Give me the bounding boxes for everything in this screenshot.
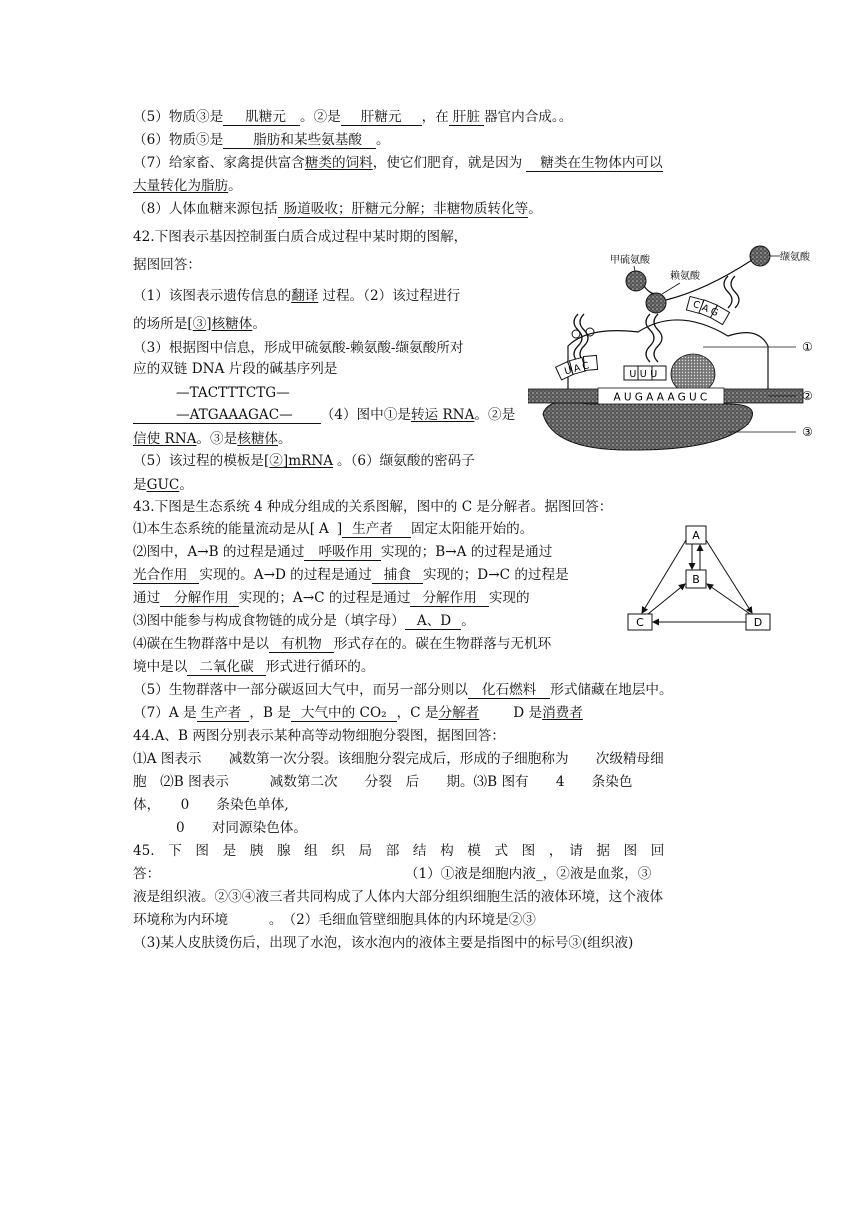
trna-2 bbox=[624, 293, 666, 380]
answer-blank: 呼吸作用 bbox=[304, 544, 380, 561]
node-c-label: C bbox=[636, 616, 644, 629]
text: 。 bbox=[252, 316, 266, 332]
text: 实现的。A→D 的过程是通过 bbox=[199, 567, 372, 583]
text: 形式储藏在地层中。 bbox=[550, 682, 673, 698]
text: （1）该图表示遗传信息的 bbox=[133, 288, 292, 304]
text: ⑴本生态系统的能量流动是从[ bbox=[133, 521, 316, 537]
anticodon-3: CAG bbox=[691, 298, 723, 321]
answer-blank: —ATGAAAGAC— bbox=[133, 407, 321, 424]
q45-line-3: 液是组织液。②③④液三者共同构成了人体内大部分组织细胞生活的液体环境，这个液体 bbox=[133, 889, 664, 905]
text: 是 bbox=[133, 477, 147, 493]
answer-underline: 糖类的饲料 bbox=[304, 155, 373, 171]
q43-line-2 bbox=[133, 520, 533, 538]
amino-acid-met bbox=[626, 271, 646, 291]
q42-line-2: 据图回答： bbox=[133, 257, 201, 273]
q45-line-4: 环境称为内环境 。 （2）毛细血管壁细胞具体的内环境是②③ bbox=[133, 912, 536, 928]
q44-line-1: 44.A、B 两图分别表示某种高等动物细胞分裂图，据图回答： bbox=[133, 728, 505, 744]
text: 形式存在的。碳在生物群落与无机环 bbox=[333, 636, 552, 652]
arrow-a-d bbox=[706, 540, 752, 613]
answer-underline: 转运 RNA bbox=[410, 407, 475, 423]
text: 。②是 bbox=[474, 407, 516, 423]
label-val: 缬氨酸 bbox=[780, 252, 810, 263]
q44-line-4: 体， 0 条染色单体, bbox=[133, 797, 289, 813]
q43-line-6 bbox=[133, 612, 475, 630]
q45-line-5: （3)某人皮肤烫伤后，出现了水泡，该水泡内的液体主要是指图中的标号③(组织液) bbox=[133, 935, 634, 951]
answer-underline: ]mRNA bbox=[282, 453, 334, 469]
q42-line-3 bbox=[133, 287, 460, 305]
text: ] bbox=[336, 521, 343, 537]
answer-underline: 核糖体 bbox=[211, 316, 253, 332]
answer-blank: 捕食 bbox=[372, 567, 423, 584]
text: 实现的；D→C 的过程是 bbox=[422, 567, 569, 583]
ecosystem-diagram bbox=[622, 522, 772, 632]
text: 实现的；A→C 的过程是通过 bbox=[238, 590, 411, 606]
answer-underline: 翻译 bbox=[291, 288, 319, 304]
q41-line-6 bbox=[133, 131, 390, 149]
answer-blank: 肝脏 bbox=[449, 109, 484, 126]
answer-blank: 肝糖元 bbox=[341, 109, 422, 126]
text: 过程。（2）该过程进行 bbox=[322, 288, 461, 304]
text: （5）物质③是 bbox=[133, 109, 224, 125]
text: ⑵图中，A→B 的过程是通过 bbox=[133, 544, 305, 560]
answer-underline: ③ bbox=[192, 316, 207, 332]
text: （4）图中①是 bbox=[320, 407, 411, 423]
answer-underline: 大量转化为脂肪 bbox=[133, 178, 229, 194]
answer-blank: 大气中的 CO₂ bbox=[291, 705, 397, 722]
answer-blank: 生产者 bbox=[342, 521, 411, 538]
text: 。 bbox=[461, 613, 475, 629]
label-lys: 赖氨酸 bbox=[670, 271, 700, 282]
answer-underline: 核糖体 bbox=[237, 431, 279, 447]
q44-line-2: ⑴A 图表示 减数第一次分裂。该细胞分裂完成后，形成的子细胞称为 次级精母细 bbox=[133, 751, 664, 767]
text: 器官内合成。。 bbox=[483, 109, 573, 125]
q44-line-5: 0 对同源染色体。 bbox=[176, 820, 307, 836]
text: 实现的 bbox=[488, 590, 530, 606]
node-b-label: B bbox=[692, 573, 700, 586]
text: （5）生物群落中一部分碳返回大气中，而另一部分则以 bbox=[133, 682, 468, 698]
q41-line-7 bbox=[133, 154, 663, 172]
ribosome-small-subunit bbox=[543, 402, 753, 450]
answer-blank: 二氧化碳 bbox=[187, 659, 265, 676]
q45-line-2: 答： （1）①液是细胞内液_，②液是血浆，③ bbox=[133, 866, 652, 882]
ribosome-large-subunit bbox=[568, 320, 768, 396]
translation-diagram bbox=[528, 236, 848, 466]
anticodon-1: UAC bbox=[563, 359, 593, 378]
q43-line-4 bbox=[133, 566, 569, 584]
text: 。 bbox=[228, 178, 242, 194]
anticodon-2: UUU bbox=[629, 369, 661, 380]
label-3: ③ bbox=[802, 425, 813, 439]
trna-3 bbox=[686, 246, 770, 325]
q41-line-5 bbox=[133, 108, 572, 126]
answer-underline: 信使 RNA bbox=[133, 431, 197, 447]
answer-blank: 分解作用 bbox=[160, 590, 238, 607]
text: 实现的；B→A 的过程是通过 bbox=[380, 544, 553, 560]
answer-blank: 分解作用 bbox=[410, 590, 488, 607]
answer-blank: 脂肪和某些氨基酸 bbox=[223, 132, 376, 149]
q43-line-1: 43.下图是生态系统 4 种成分组成的关系图解，图中的 C 是分解者。据图回答： bbox=[133, 499, 613, 515]
label-1: ① bbox=[802, 340, 813, 354]
answer-letter: A bbox=[319, 521, 329, 537]
q41-line-8 bbox=[133, 200, 542, 218]
q43-line-9 bbox=[133, 681, 673, 699]
q43-line-5 bbox=[133, 589, 530, 607]
q45-line-1: 45. 下 图 是 胰 腺 组 织 局 部 结 构 模 式 图 ， 请 据 图 回 bbox=[133, 843, 665, 859]
q42-line-4 bbox=[133, 315, 266, 333]
text: 。 bbox=[528, 201, 542, 217]
text: 。 bbox=[179, 477, 193, 493]
answer-blank: 生产者 bbox=[197, 705, 250, 722]
answer-underline: 分解者 bbox=[438, 705, 480, 721]
text: ，C 是 bbox=[396, 705, 439, 721]
arrow-c-b bbox=[648, 584, 685, 614]
q43-line-7 bbox=[133, 635, 551, 653]
q43-line-3 bbox=[133, 543, 552, 561]
text: 固定太阳能开始的。 bbox=[410, 521, 534, 537]
q42-line-10 bbox=[133, 452, 475, 470]
answer-underline: GUC bbox=[146, 477, 180, 493]
answer-blank: 糖类在生物体内可以 bbox=[526, 155, 662, 172]
text: 。③是 bbox=[196, 431, 238, 447]
q43-line-8 bbox=[133, 658, 375, 676]
answer-blank: 光合作用 bbox=[133, 567, 199, 584]
text: 的场所是[ bbox=[133, 316, 193, 332]
text: 。 bbox=[278, 431, 292, 447]
text: ，B 是 bbox=[249, 705, 291, 721]
label-2: ② bbox=[802, 389, 813, 403]
answer-blank: A、D bbox=[405, 613, 461, 630]
text: （5）该过程的模板是[ bbox=[133, 453, 270, 469]
text: 。 bbox=[375, 132, 390, 148]
text: 境中是以 bbox=[133, 659, 188, 675]
text: ，在 bbox=[421, 109, 449, 125]
text: （6）物质⑤是 bbox=[133, 132, 224, 148]
answer-blank: 有机物 bbox=[269, 636, 334, 653]
text: （8）人体血糖来源包括 bbox=[133, 201, 278, 217]
text: ] bbox=[206, 316, 212, 332]
text: ，使它们肥育，就是因为 bbox=[372, 155, 523, 171]
answer-underline: ② bbox=[269, 453, 283, 469]
q42-line-6: 应的双链 DNA 片段的碱基序列是 bbox=[133, 361, 338, 377]
node-d-label: D bbox=[753, 616, 763, 629]
node-a-label: A bbox=[692, 529, 700, 542]
text: 通过 bbox=[133, 590, 161, 606]
trna-1 bbox=[556, 314, 598, 380]
q42-line-9 bbox=[133, 430, 292, 448]
q41-line-7b bbox=[133, 177, 242, 195]
q42-line-11 bbox=[133, 476, 193, 494]
label-met: 甲硫氨酸 bbox=[610, 255, 650, 266]
text: ⑷碳在生物群落中是以 bbox=[133, 636, 269, 652]
text: 。（6）缬氨酸的密码子 bbox=[337, 453, 475, 469]
text: （7）A 是 bbox=[133, 705, 197, 721]
q42-line-8 bbox=[133, 406, 515, 424]
arrow-a-c bbox=[642, 540, 686, 613]
mrna-sequence: AUGAAAGUC bbox=[613, 391, 711, 404]
q44-line-3: 胞 ⑵B 图表示 减数第二次 分裂 后 期。⑶B 图有 4 条染色 bbox=[133, 774, 633, 790]
text: 形式进行循环的。 bbox=[265, 659, 375, 675]
text: D 是 bbox=[513, 705, 543, 721]
text: （7）给家畜、家禽提供富含 bbox=[133, 155, 305, 171]
answer-blank: 化石燃料 bbox=[468, 682, 550, 699]
text: ⑶图中能参与构成食物链的成分是（填字母） bbox=[133, 613, 405, 629]
q43-line-10 bbox=[133, 704, 583, 722]
q42-line-5: （3）根据图中信息，形成甲硫氨酸-赖氨酸-缬氨酸所对 bbox=[133, 340, 464, 356]
answer-blank: 肌糖元 bbox=[223, 109, 300, 126]
q42-line-1: 42.下图表示基因控制蛋白质合成过程中某时期的图解， bbox=[133, 229, 468, 245]
answer-blank: 肠道吸收；肝糖元分解；非糖物质转化等 bbox=[278, 201, 529, 218]
text: 。②是 bbox=[300, 109, 341, 125]
q42-line-7: —TACTTTCTG— bbox=[176, 385, 290, 401]
answer-underline: 消费者 bbox=[542, 705, 583, 721]
